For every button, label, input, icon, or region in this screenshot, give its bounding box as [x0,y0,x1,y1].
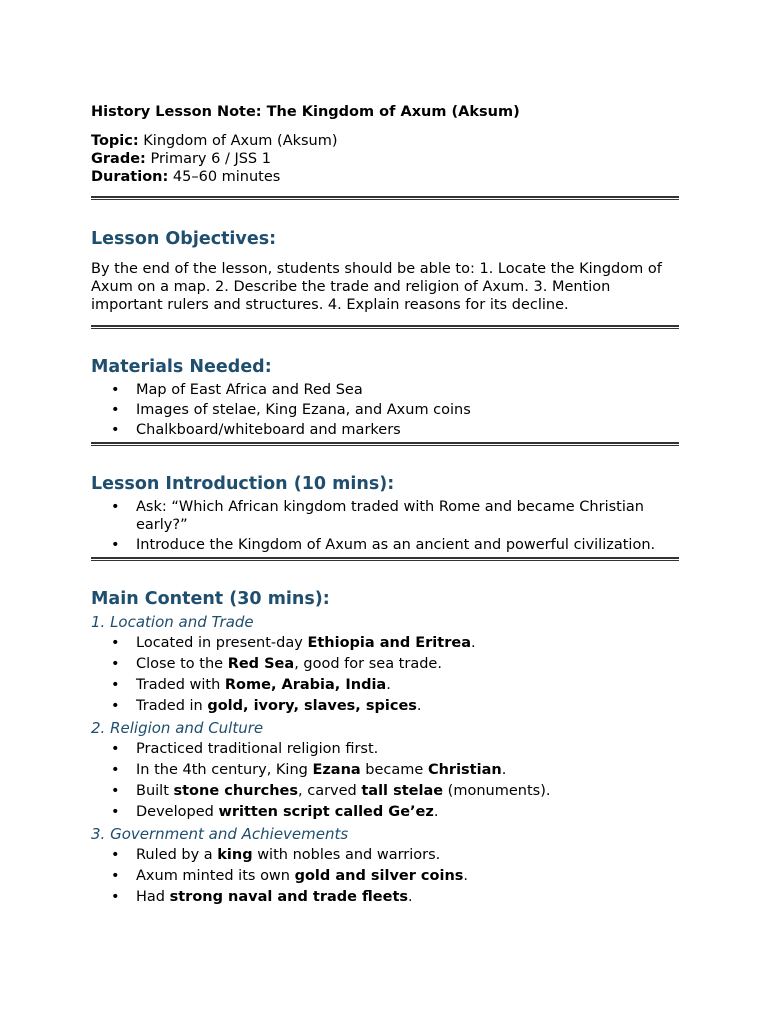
topic-label: Topic: [91,133,139,149]
bullet-icon: • [111,382,120,398]
list-item: • Located in present-day Ethiopia and Eritrea. [111,635,476,651]
subsection-title: 2. Religion and Culture [91,719,264,737]
topic-line [91,132,679,150]
bullet-icon: • [111,783,120,799]
bullet-icon: • [111,889,120,905]
bullet-icon: • [111,762,120,778]
bullet-icon: • [111,741,120,757]
list-item: • Chalkboard/whiteboard and markers [111,422,401,438]
bullet-icon: • [111,537,120,553]
bullet-icon: • [111,635,120,651]
bullet-icon: • [111,804,120,820]
bullet-icon: • [111,499,120,515]
list-item: • Ask: “Which African kingdom traded with Rome and became Christian early?” [111,499,644,533]
bullet-icon: • [111,868,120,884]
bullet-icon: • [111,847,120,863]
list-item: • Close to the Red Sea, good for sea trade. [111,656,442,672]
list-item: • Traded with Rome, Arabia, India. [111,677,391,693]
list-item: • Introduce the Kingdom of Axum as an ancient and powerful civilization. [111,537,656,553]
topic-value: Kingdom of Axum (Aksum) [138,133,338,149]
section-divider [91,442,679,446]
list-item: • Traded in gold, ivory, slaves, spices. [111,698,422,714]
document-title: History Lesson Note: The Kingdom of Axum (Aksum) [91,104,520,120]
bullet-icon: • [111,698,120,714]
location-trade-list [91,634,679,715]
section-divider [91,557,679,561]
list-item: • Images of stelae, King Ezana, and Axum coins [111,402,471,418]
objectives-heading: Lesson Objectives: [91,229,277,249]
list-item: • Axum minted its own gold and silver coins. [111,868,469,884]
list-item: • Map of East Africa and Red Sea [111,382,363,398]
meta-block [91,132,679,186]
list-item: • Developed written script called Ge’ez. [111,804,439,820]
introduction-list [91,498,679,554]
grade-label: Grade: [91,151,146,167]
religion-culture-list [91,740,679,821]
grade-line [91,150,679,168]
introduction-heading: Lesson Introduction (10 mins): [91,474,395,494]
grade-value: Primary 6 / JSS 1 [145,151,271,167]
duration-line [91,168,679,186]
government-list [91,846,679,906]
list-item: • In the 4th century, King Ezana became Christian. [111,762,507,778]
bullet-icon: • [111,422,120,438]
list-item: • Built stone churches, carved tall stelae (monuments). [111,783,551,799]
subsection-title: 1. Location and Trade [91,613,254,631]
main-content-heading: Main Content (30 mins): [91,589,330,609]
materials-heading: Materials Needed: [91,357,272,377]
bullet-icon: • [111,402,120,418]
lesson-note-page [91,103,679,906]
list-item: • Practiced traditional religion first. [111,741,379,757]
bullet-icon: • [111,656,120,672]
list-item: • Had strong naval and trade fleets. [111,889,413,905]
subsection-title: 3. Government and Achievements [91,825,349,843]
section-divider [91,325,679,329]
bullet-icon: • [111,677,120,693]
duration-value: 45–60 minutes [168,169,281,185]
duration-label: Duration: [91,169,169,185]
objectives-text: By the end of the lesson, students should be able to: 1. Locate the Kingdom of Axum on a map. 2. Describe the trade and religion of Axum. 3. Mention important rulers and structures. 4. Explain reasons for its decline. [91,261,662,313]
list-item: • Ruled by a king with nobles and warriors. [111,847,441,863]
section-divider [91,196,679,200]
materials-list [91,381,679,439]
